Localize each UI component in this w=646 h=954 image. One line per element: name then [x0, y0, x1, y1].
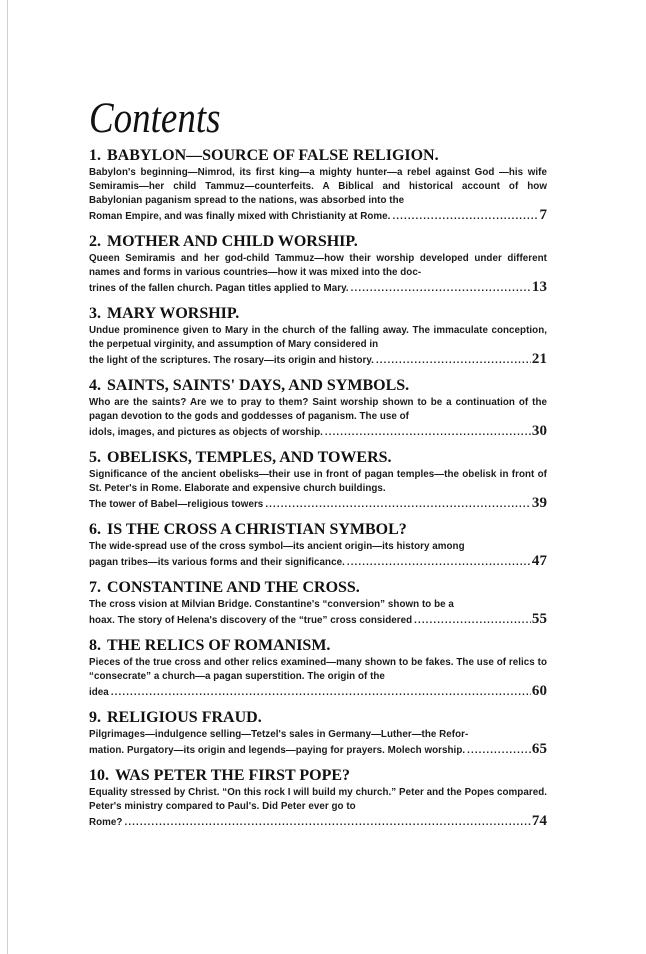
dot-leader	[351, 282, 531, 296]
chapter-summary: Pieces of the true cross and other relics examined—many shown to be fakes. The use of relics to “consecrate” a church—a pagan superstition. The origin of the	[89, 657, 547, 682]
dot-leader	[467, 744, 531, 758]
chapter-summary: Babylon's beginning—Nimrod, its first king—a mighty hunter—a rebel against God —his wife Semiramis—her child Tammuz—counterfeits. A Biblical and historical account of how Babylonian paganism spread to the nations, was absorbed into the	[89, 167, 547, 206]
toc-entry-9	[89, 709, 547, 758]
chapter-summary-end: the light of the scriptures. The rosary—its origin and history.	[89, 355, 374, 366]
dot-leader	[111, 686, 531, 700]
chapter-summary-end: pagan tribes—its various forms and their significance.	[89, 557, 345, 568]
chapter-description	[89, 728, 547, 758]
chapter-summary-end: Roman Empire, and was finally mixed with Christianity at Rome.	[89, 211, 391, 222]
chapter-title-text: MOTHER AND CHILD WORSHIP.	[107, 233, 358, 250]
chapter-description	[89, 656, 547, 700]
chapter-title-text: CONSTANTINE AND THE CROSS.	[107, 579, 360, 596]
chapter-summary: Undue prominence given to Mary in the church of the falling away. The immaculate conception, the perpetual virginity, and assumption of Mary considered in	[89, 325, 547, 350]
chapter-summary-last-line	[89, 208, 547, 224]
chapter-title	[89, 449, 547, 467]
chapter-title	[89, 377, 547, 395]
chapter-title-text: WAS PETER THE FIRST POPE?	[115, 767, 351, 784]
chapter-summary: The wide-spread use of the cross symbol—its ancient origin—its history among	[89, 541, 465, 552]
chapter-title-text: MARY WORSHIP.	[107, 305, 240, 322]
chapter-summary-last-line	[89, 424, 547, 440]
chapter-summary-last-line	[89, 280, 547, 296]
dot-leader	[265, 498, 531, 512]
toc-entry-6	[89, 521, 547, 570]
chapter-title-text: SAINTS, SAINTS' DAYS, AND SYMBOLS.	[107, 377, 410, 394]
chapter-summary-last-line	[89, 612, 547, 628]
dot-leader	[376, 354, 531, 368]
page-number: 60	[531, 683, 547, 699]
chapter-title	[89, 579, 547, 597]
chapter-number: 2.	[89, 233, 101, 250]
chapter-title-text: IS THE CROSS A CHRISTIAN SYMBOL?	[107, 521, 407, 538]
toc-entry-8	[89, 637, 547, 700]
chapter-description	[89, 166, 547, 224]
chapter-description	[89, 598, 547, 628]
chapter-description	[89, 540, 547, 570]
chapter-summary: Equality stressed by Christ. “On this rock I will build my church.” Peter and the Popes compared. Peter's ministry compared to Paul's. Did Peter ever go to	[89, 787, 547, 812]
toc-entry-7	[89, 579, 547, 628]
chapter-summary-last-line	[89, 814, 547, 830]
chapter-summary-last-line	[89, 684, 547, 700]
chapter-summary-end: idols, images, and pictures as objects of worship.	[89, 427, 323, 438]
toc-entry-1	[89, 147, 547, 224]
chapter-summary: The cross vision at Milvian Bridge. Constantine's “conversion” shown to be a	[89, 599, 454, 610]
chapter-number: 10.	[89, 767, 109, 784]
chapter-title	[89, 767, 547, 785]
chapter-number: 9.	[89, 709, 101, 726]
page-number: 65	[531, 741, 547, 757]
chapter-title-text: OBELISKS, TEMPLES, AND TOWERS.	[107, 449, 392, 466]
page-number: 30	[531, 423, 547, 439]
toc-entry-4	[89, 377, 547, 440]
page-edge-line	[7, 0, 8, 954]
dot-leader	[392, 210, 538, 224]
toc-entry-5	[89, 449, 547, 512]
chapter-number: 4.	[89, 377, 101, 394]
chapter-description	[89, 468, 547, 512]
chapter-title	[89, 305, 547, 323]
chapter-title-text: RELIGIOUS FRAUD.	[107, 709, 262, 726]
chapter-summary-end: mation. Purgatory—its origin and legends—paying for prayers. Molech worship.	[89, 745, 466, 756]
chapter-title	[89, 709, 547, 727]
page-number: 55	[531, 611, 547, 627]
chapter-summary-last-line	[89, 742, 547, 758]
chapter-summary-last-line	[89, 496, 547, 512]
chapter-number: 5.	[89, 449, 101, 466]
chapter-summary-last-line	[89, 554, 547, 570]
toc-entry-2	[89, 233, 547, 296]
chapter-summary: Pilgrimages—indulgence selling—Tetzel's sales in Germany—Luther—the Refor-	[89, 729, 469, 740]
chapter-number: 6.	[89, 521, 101, 538]
page-number: 21	[531, 351, 547, 367]
chapter-title	[89, 233, 547, 251]
chapter-title	[89, 637, 547, 655]
toc-entry-3	[89, 305, 547, 368]
chapter-summary-last-line	[89, 352, 547, 368]
chapter-description	[89, 786, 547, 830]
page-number: 39	[531, 495, 547, 511]
page-number: 7	[539, 207, 547, 223]
toc-entry-10	[89, 767, 547, 830]
dot-leader	[414, 614, 531, 628]
chapter-description	[89, 396, 547, 440]
chapter-number: 1.	[89, 147, 101, 164]
page-number: 47	[531, 553, 547, 569]
chapter-title-text: BABYLON—SOURCE OF FALSE RELIGION.	[107, 147, 439, 164]
chapter-summary-end: hoax. The story of Helena's discovery of the “true” cross considered	[89, 615, 413, 626]
chapter-summary-end: Rome?	[89, 817, 123, 828]
page-title: Contents	[89, 95, 221, 142]
chapter-summary-end: trines of the fallen church. Pagan titles applied to Mary.	[89, 283, 349, 294]
dot-leader	[124, 816, 530, 830]
chapter-summary: Queen Semiramis and her god-child Tammuz—how their worship developed under different names and forms in various countries—how it was mixed into the doc-	[89, 253, 547, 278]
chapter-description	[89, 252, 547, 296]
chapter-description	[89, 324, 547, 368]
chapter-summary: Who are the saints? Are we to pray to them? Saint worship shown to be a continuation of the pagan devotion to the gods and goddesses of paganism. The use of	[89, 397, 547, 422]
dot-leader	[347, 556, 531, 570]
chapter-number: 3.	[89, 305, 101, 322]
chapter-title-text: THE RELICS OF ROMANISM.	[107, 637, 331, 654]
page-number: 13	[531, 279, 547, 295]
dot-leader	[325, 426, 531, 440]
chapter-number: 8.	[89, 637, 101, 654]
page-number: 74	[531, 813, 547, 829]
chapter-title	[89, 147, 547, 165]
chapter-summary-end: The tower of Babel—religious towers	[89, 499, 264, 510]
chapter-summary: Significance of the ancient obelisks—their use in front of pagan temples—the obelisk in front of St. Peter's in Rome. Elaborate and expensive church buildings.	[89, 469, 547, 494]
chapter-summary-end: idea	[89, 687, 109, 698]
table-of-contents	[89, 147, 547, 839]
chapter-title	[89, 521, 547, 539]
chapter-number: 7.	[89, 579, 101, 596]
